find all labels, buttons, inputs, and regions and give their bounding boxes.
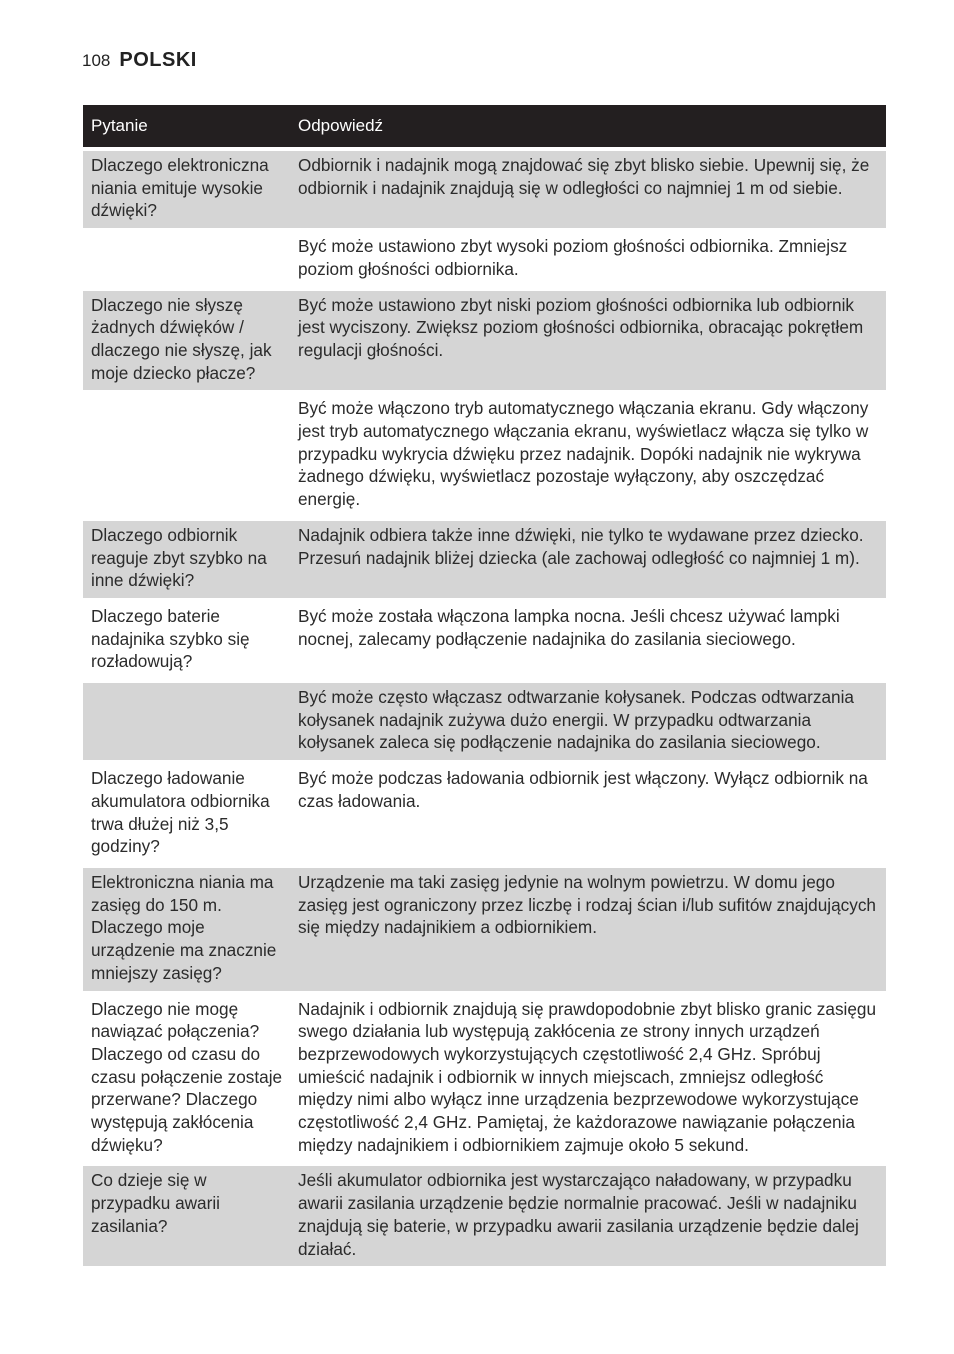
answer-cell: Urządzenie ma taki zasięg jedynie na wolnym powietrzu. W domu jego zasięg jest ograniczony przez liczbę i rodzaj ścian i/lub sufitów znajdujących się między nadajnikiem a odbiornikiem. <box>290 868 886 991</box>
table-row <box>83 1166 886 1266</box>
answer-cell: Być może ustawiono zbyt wysoki poziom głośności odbiornika. Zmniejsz poziom głośności odbiornika. <box>290 232 886 286</box>
table-row <box>83 995 886 1163</box>
question-cell <box>83 232 290 286</box>
table-row <box>83 291 886 391</box>
table-row <box>83 683 886 760</box>
page-header <box>82 49 197 75</box>
table-header-row <box>83 105 886 147</box>
page-number: 108 <box>82 51 111 70</box>
answer-cell: Nadajnik i odbiornik znajdują się prawdopodobnie zbyt blisko granic zasięgu swego działania lub występują zakłócenia ze strony innych urządzeń bezprzewodowych wykorzystujących częstotliwość 2,4 GHz. Spróbuj umieścić nadajnik i odbiornik w innych miejscach, zmniejsz odległość między nimi albo wyłącz inne urządzenia bezprzewodowe wykorzystujące częstotliwość 2,4 GHz. Pamiętaj, że każdorazowe nawiązanie połączenia między nadajnikiem i odbiornikiem zajmuje około 5 sekund. <box>290 995 886 1163</box>
column-header-question: Pytanie <box>83 105 290 147</box>
answer-cell: Być może włączono tryb automatycznego włączania ekranu. Gdy włączony jest tryb automatycznego włączania ekranu, wyświetlacz włącza się tylko w przypadku wykrycia dźwięku przez nadajnik. Dopóki nadajnik nie wykrywa żadnego dźwięku, wyświetlacz pozostaje wyłączony, aby oszczędzać energię. <box>290 394 886 517</box>
answer-cell: Być może ustawiono zbyt niski poziom głośności odbiornika lub odbiornik jest wyciszony. Zwiększ poziom głośności odbiornika, obracając pokrętłem regulacji głośności. <box>290 291 886 391</box>
answer-cell: Jeśli akumulator odbiornika jest wystarczająco naładowany, w przypadku awarii zasilania urządzenie będzie normalnie pracować. Jeśli w nadajniku znajdują się baterie, w przypadku awarii zasilania urządzenie będzie dalej działać. <box>290 1166 886 1266</box>
table-row <box>83 232 886 286</box>
question-cell: Dlaczego nie słyszę żadnych dźwięków / dlaczego nie słyszę, jak moje dziecko płacze? <box>83 291 290 391</box>
troubleshooting-table <box>83 101 886 1270</box>
question-cell <box>83 683 290 760</box>
answer-cell: Być może została włączona lampka nocna. Jeśli chcesz używać lampki nocnej, zalecamy podłączenie nadajnika do zasilania sieciowego. <box>290 602 886 679</box>
question-cell <box>83 394 290 517</box>
answer-cell: Być może podczas ładowania odbiornik jest włączony. Wyłącz odbiornik na czas ładowania. <box>290 764 886 864</box>
column-header-answer: Odpowiedź <box>290 105 886 147</box>
table-row <box>83 764 886 864</box>
table-row <box>83 151 886 228</box>
table-row <box>83 868 886 991</box>
question-cell: Co dzieje się w przypadku awarii zasilania? <box>83 1166 290 1266</box>
table-row <box>83 521 886 598</box>
answer-cell: Odbiornik i nadajnik mogą znajdować się zbyt blisko siebie. Upewnij się, że odbiornik i nadajnik znajdują się w odległości co najmniej 1 m od siebie. <box>290 151 886 228</box>
answer-cell: Nadajnik odbiera także inne dźwięki, nie tylko te wydawane przez dziecko. Przesuń nadajnik bliżej dziecka (ale zachowaj odległość co najmniej 1 m). <box>290 521 886 598</box>
table-body <box>83 151 886 1266</box>
section-title: POLSKI <box>119 49 197 71</box>
question-cell: Dlaczego nie mogę nawiązać połączenia? Dlaczego od czasu do czasu połączenie zostaje przerwane? Dlaczego występują zakłócenia dźwięku? <box>83 995 290 1163</box>
question-cell: Dlaczego ładowanie akumulatora odbiornika trwa dłużej niż 3,5 godziny? <box>83 764 290 864</box>
answer-cell: Być może często włączasz odtwarzanie kołysanek. Podczas odtwarzania kołysanek nadajnik zużywa dużo energii. W przypadku odtwarzania kołysanek zaleca się podłączenie nadajnika do zasilania sieciowego. <box>290 683 886 760</box>
question-cell: Dlaczego elektroniczna niania emituje wysokie dźwięki? <box>83 151 290 228</box>
question-cell: Dlaczego odbiornik reaguje zbyt szybko na inne dźwięki? <box>83 521 290 598</box>
table-row <box>83 602 886 679</box>
question-cell: Elektroniczna niania ma zasięg do 150 m. Dlaczego moje urządzenie ma znacznie mniejszy zasięg? <box>83 868 290 991</box>
question-cell: Dlaczego baterie nadajnika szybko się rozładowują? <box>83 602 290 679</box>
table-row <box>83 394 886 517</box>
